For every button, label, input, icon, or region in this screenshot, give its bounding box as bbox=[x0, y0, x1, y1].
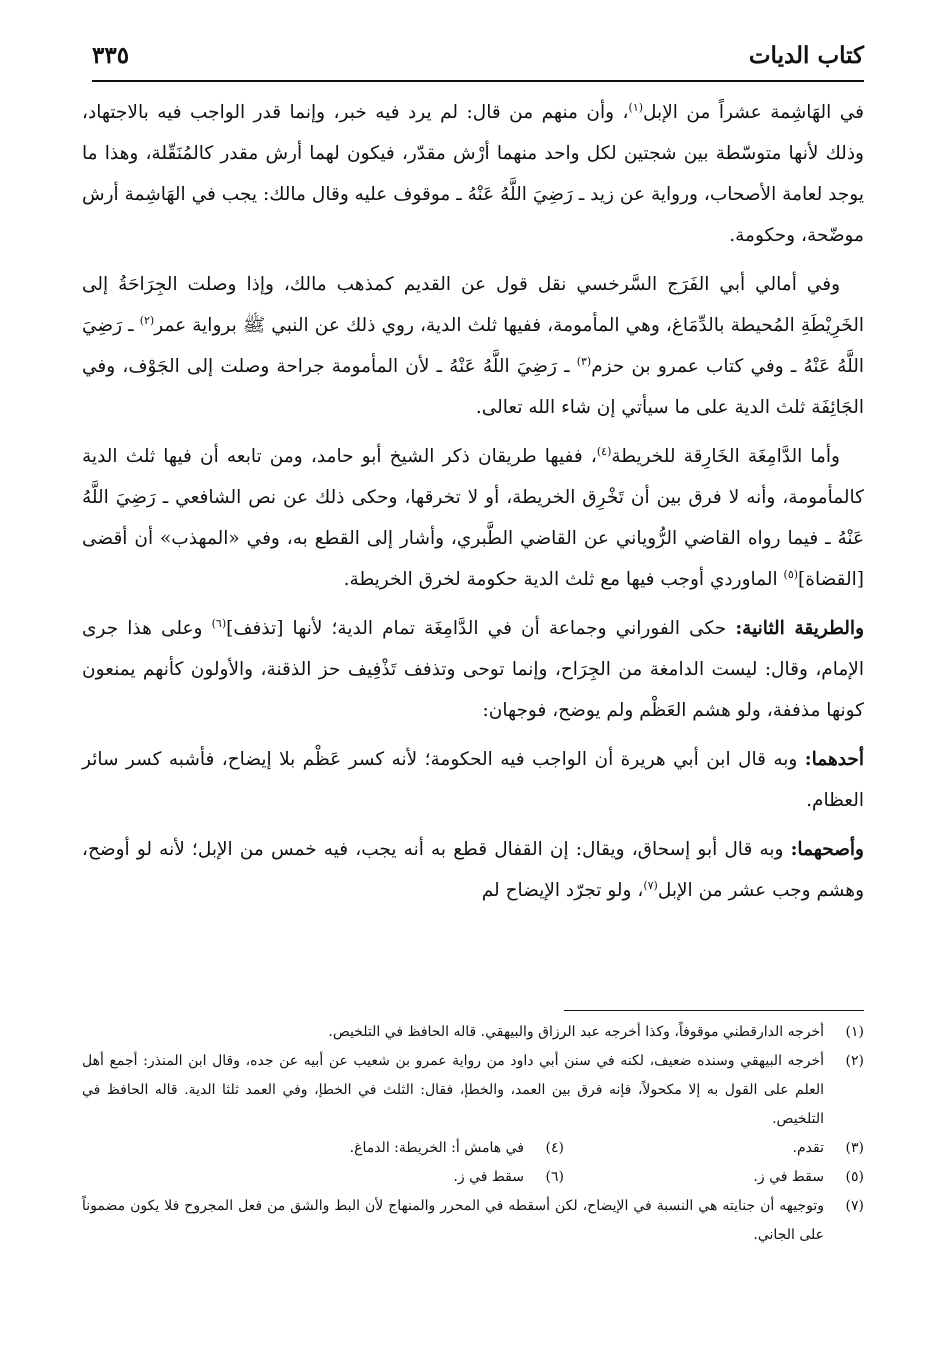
footnote-ref-3[interactable]: (٣) bbox=[576, 354, 592, 368]
footnote-number: (٧) bbox=[845, 1198, 864, 1214]
footnote-number: (٣) bbox=[845, 1140, 864, 1156]
paragraph-5 bbox=[82, 739, 864, 821]
paragraph-lead: والطريقة الثانية: bbox=[735, 618, 865, 639]
footnote-number: (٢) bbox=[845, 1053, 864, 1069]
footnote-ref-7[interactable]: (٧) bbox=[643, 878, 658, 892]
paragraph-text: ، ولو تجرّد الإيضاح لم bbox=[481, 880, 644, 901]
paragraph-text: وأما الدَّامِغَة الخَارِقة للخريطة bbox=[611, 446, 840, 467]
footnote-text: وتوجيهه أن جنايته هي النسبة في الإيضاح، لكن أسقطه في المحرر والمنهاج لأن البط والشق من فعل المجروح فلا يكون مضموناً على الجاني. bbox=[82, 1198, 824, 1243]
footnote-text: سقط في ز. bbox=[453, 1169, 524, 1185]
footnote-text: أخرجه البيهقي وسنده ضعيف، لكنه في سنن أبي داود من رواية عمرو بن شعيب عن أبيه عن جده، وقال ابن المنذر: أجمع أهل العلم على القول به إلا مكحولاً، فإنه فرق بين العمد، والخطإ، فقال: الثلث في الخطإ، وفي العمد ثلثا الدية. قاله الحافظ في التلخيص. bbox=[82, 1053, 824, 1127]
paragraph-text: في الهَاشِمة عشراً من الإبل bbox=[643, 102, 864, 123]
paragraph-6 bbox=[82, 829, 864, 911]
footnotes bbox=[82, 1018, 864, 1250]
footnote-4 bbox=[350, 1134, 564, 1163]
footnote-text: تقدم. bbox=[792, 1140, 824, 1156]
main-text bbox=[82, 92, 864, 919]
paragraph-text: الماوردي أوجب فيها مع ثلث الدية حكومة لخرق الخريطة. bbox=[343, 569, 784, 590]
paragraph-4 bbox=[82, 608, 864, 731]
paragraph-text: ، وأن منهم من قال: لم يرد فيه خبر، وإنما قدر الواجب فيه بالاجتهاد، وذلك لأنها متوسّطة بين شجتين لكل واحد منهما أرْش مقدّر، فيكون لهما أرش مقدر كالمُنَقّلة، وهذا ما يوجد لعامة الأصحاب، ورواية عن زيد ـ رَضِيَ اللَّهُ عَنْهُ ـ موقوف عليه وقال مالك: يجب في الهَاشِمة أرش موضّحة، وحكومة. bbox=[82, 102, 864, 246]
footnote-ref-6[interactable]: (٦) bbox=[211, 616, 227, 630]
footnote-ref-5[interactable]: (٥) bbox=[783, 567, 799, 581]
paragraph-3 bbox=[82, 436, 864, 600]
footnote-6 bbox=[453, 1163, 564, 1192]
footnote-ref-1[interactable]: (١) bbox=[628, 100, 644, 114]
footnote-row bbox=[82, 1134, 864, 1163]
footnote-separator bbox=[564, 1010, 864, 1011]
footnote-ref-2[interactable]: (٢) bbox=[139, 313, 155, 327]
paragraph-text: وعلى هذا جرى الإمام، وقال: ليست الدامغة من الجِرَاح، وإنما توحى وتذفف تَذْفِيف حز الذقنة، والأولون كأنهم يمنعون كونها مذففة، ولو هشم العَظْم ولم يوضح، فوجهان: bbox=[82, 618, 864, 721]
paragraph-text: ـ رَضِيَ اللَّهُ عَنْهُ ـ وفي كتاب عمرو بن حزم bbox=[82, 315, 864, 377]
page-header bbox=[92, 38, 864, 78]
footnote-7 bbox=[82, 1192, 864, 1250]
footnote-1 bbox=[82, 1018, 864, 1047]
footnote-5 bbox=[564, 1163, 864, 1192]
footnote-3 bbox=[564, 1134, 864, 1163]
header-rule bbox=[92, 80, 864, 82]
page-number: ٣٣٥ bbox=[92, 42, 130, 69]
paragraph-lead: أحدهما: bbox=[804, 749, 864, 770]
paragraph-text: وبه قال أبو إسحاق، ويقال: إن القفال قطع به أنه يجب، فيه خمس من الإبل؛ لأنه لو أوضح، وهشم وجب عشر من الإبل bbox=[82, 839, 864, 901]
footnote-ref-4[interactable]: (٤) bbox=[596, 444, 612, 458]
footnote-row bbox=[82, 1163, 864, 1192]
footnote-number: (١) bbox=[845, 1024, 864, 1040]
paragraph-text: وبه قال ابن أبي هريرة أن الواجب فيه الحكومة؛ لأنه كسر عَظْم بلا إيضاح، فأشبه كسر سائر العظام. bbox=[82, 749, 864, 811]
paragraph-text: وفي أمالي أبي الفَرَج السَّرخسي نقل قول عن القديم كمذهب مالك، وإذا وصلت الجِرَاحَةُ إلى الخَرِيْطَةِ المُحيطة بالدِّمَاغ، وهي المأمومة، ففيها ثلث الدية، روي ذلك عن النبي ﷺ برواية عمر bbox=[82, 274, 864, 336]
paragraph-1 bbox=[82, 92, 864, 256]
paragraph-text: حكى الفوراني وجماعة أن في الدَّامِغَة تمام الدية؛ لأنها [تذفف] bbox=[226, 618, 736, 639]
footnote-number: (٦) bbox=[545, 1169, 564, 1185]
paragraph-lead: وأصحهما: bbox=[790, 839, 864, 860]
paragraph-text: ـ رَضِيَ اللَّهُ عَنْهُ ـ لأن المأمومة جراحة وصلت إلى الجَوْف، وفي الجَائِفَة ثلث الدية على ما سيأتي إن شاء الله تعالى. bbox=[82, 356, 864, 418]
footnote-text: سقط في ز. bbox=[753, 1169, 824, 1185]
footnote-number: (٤) bbox=[545, 1140, 564, 1156]
footnote-text: أخرجه الدارقطني موقوفاً، وكذا أخرجه عبد الرزاق والبيهقي. قاله الحافظ في التلخيص. bbox=[328, 1024, 824, 1040]
footnote-number: (٥) bbox=[845, 1169, 864, 1185]
footnote-2 bbox=[82, 1047, 864, 1134]
running-title: كتاب الديات bbox=[748, 42, 864, 69]
paragraph-2 bbox=[82, 264, 864, 428]
paragraph-text: ، ففيها طريقان ذكر الشيخ أبو حامد، ومن تابعه أن فيها ثلث الدية كالمأمومة، وأنه لا فرق بين أن تَخْرِق الخريطة، أو لا تخرقها، وحكى ذلك عن نص الشافعي ـ رَضِيَ اللَّهُ عَنْهُ ـ فيما رواه القاضي الرُّوياني عن القاضي الطَّبري، وأشار إلى القطع به، وفي «المهذب» أن أقضى [القضاة] bbox=[82, 446, 864, 590]
footnote-text: في هامش أ: الخريطة: الدماغ. bbox=[349, 1140, 524, 1156]
